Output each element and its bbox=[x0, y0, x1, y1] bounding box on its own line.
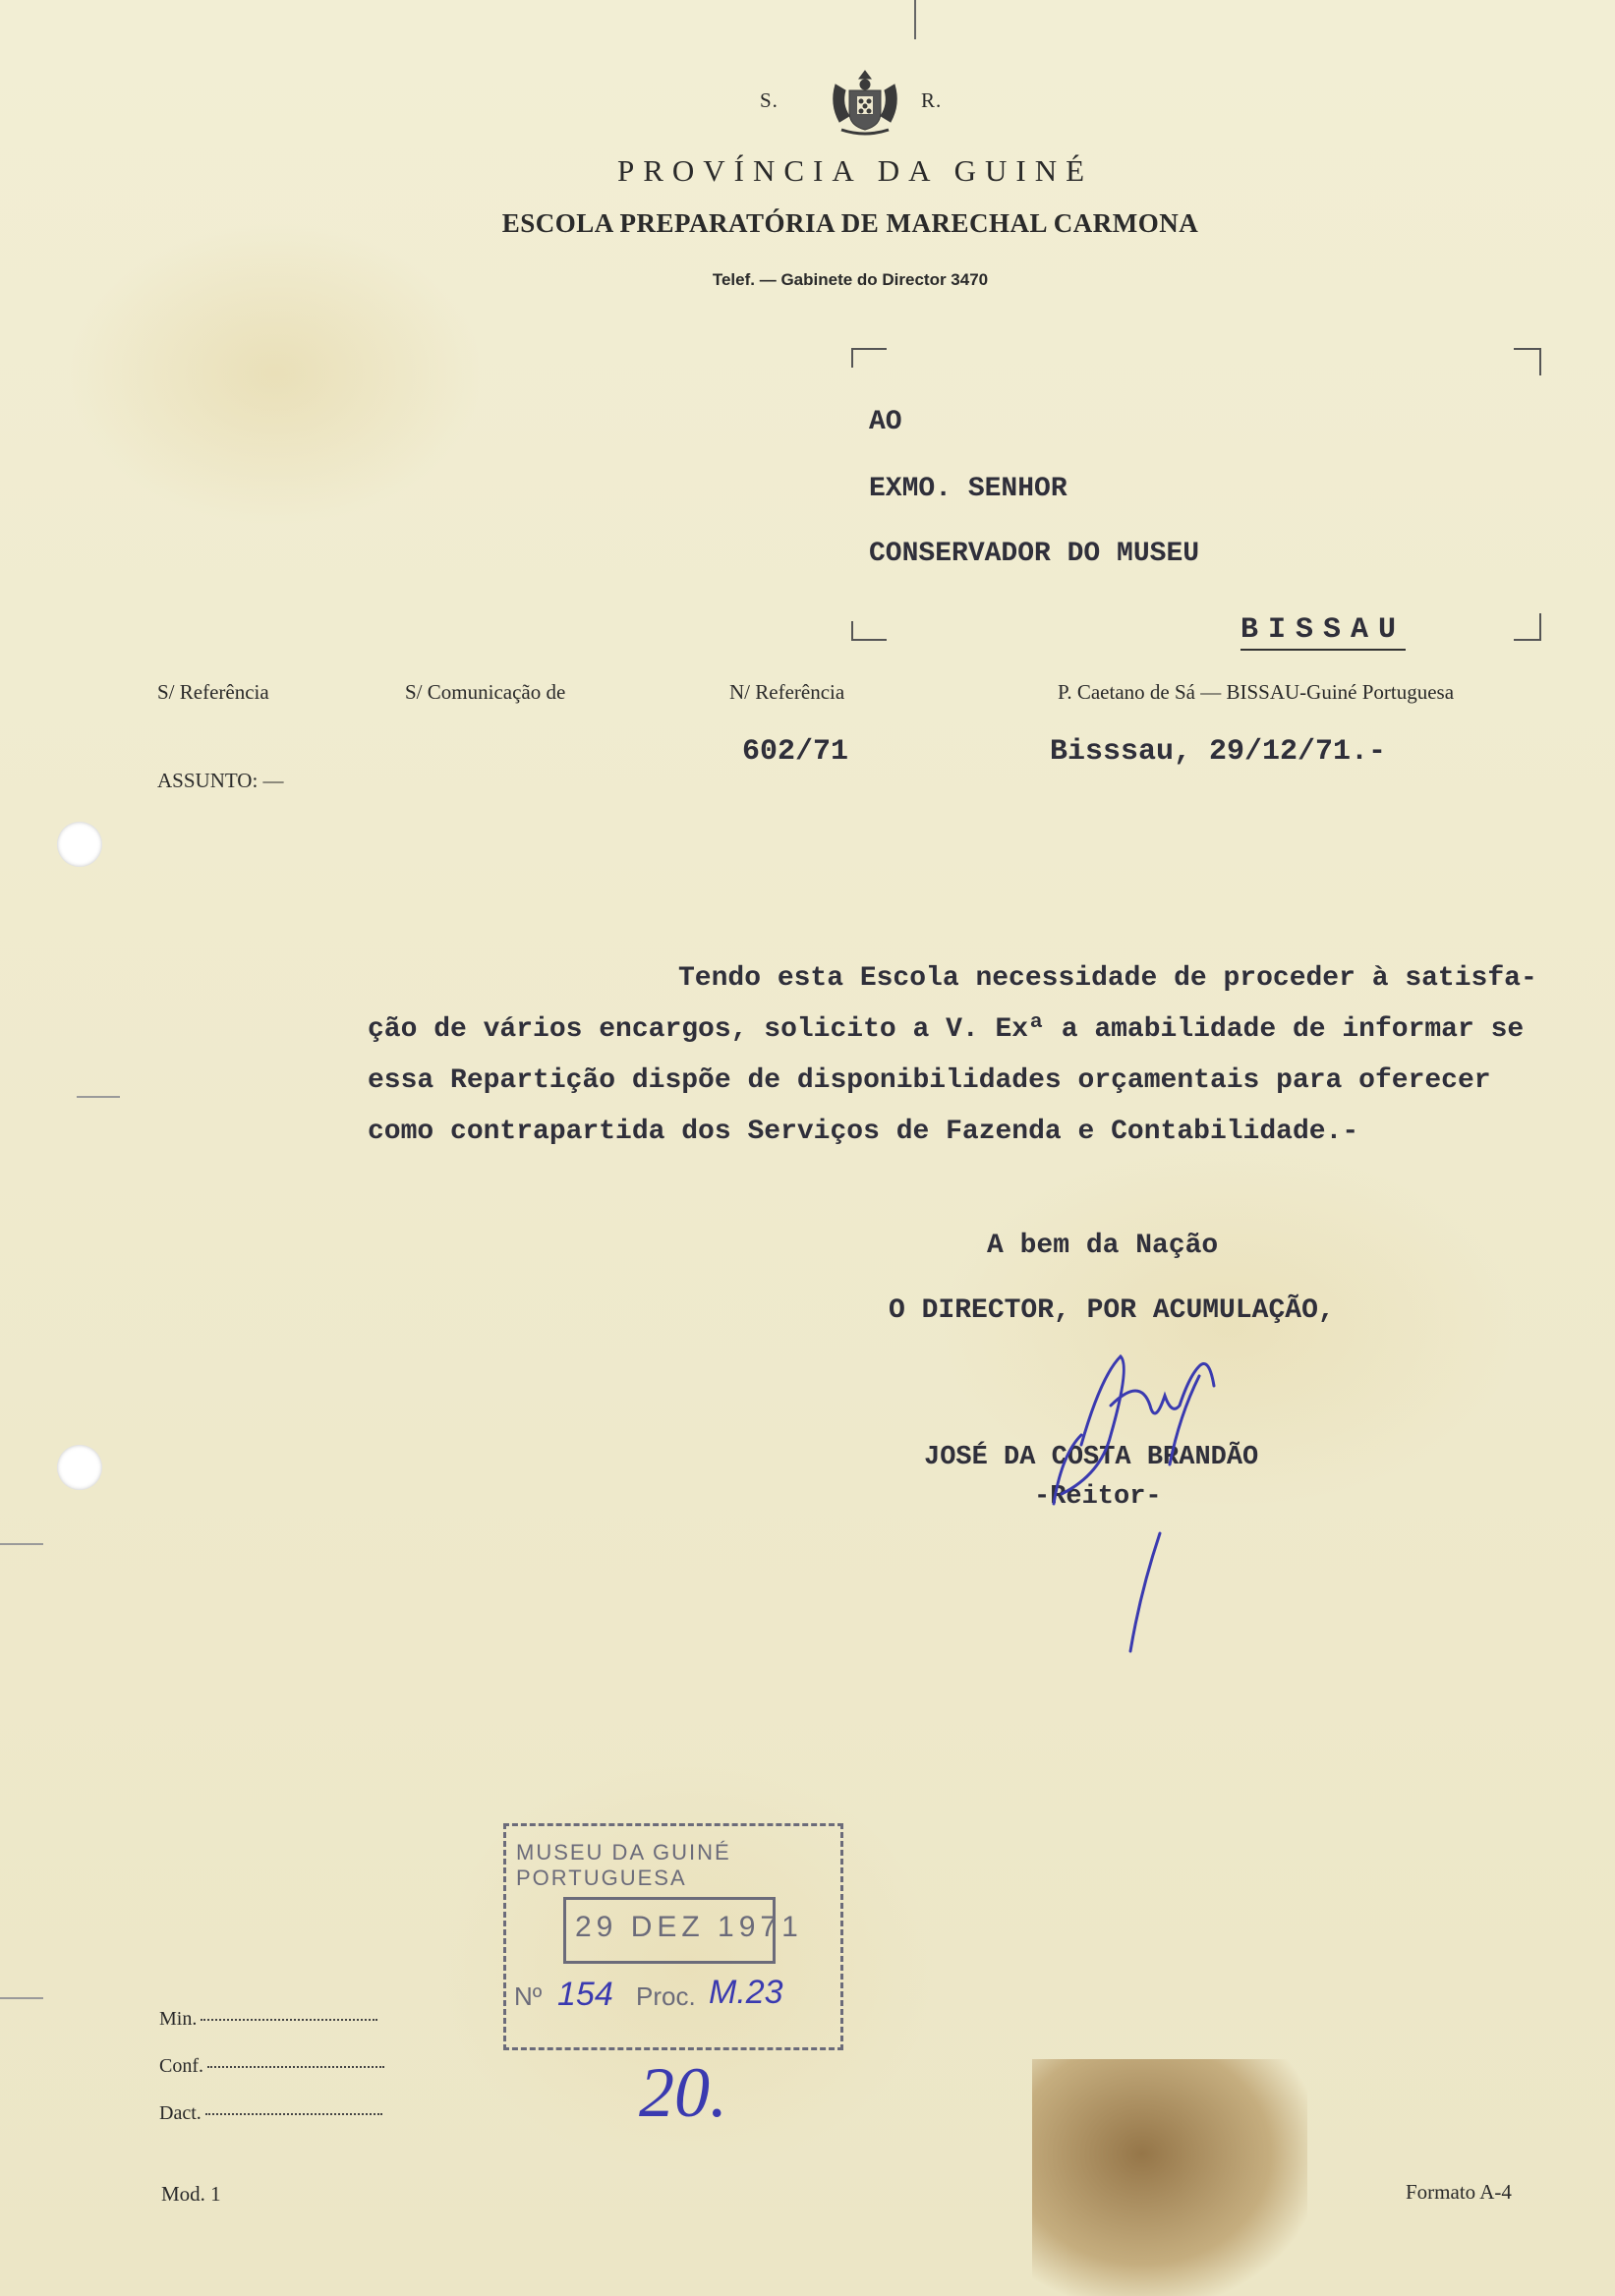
recipient-position: CONSERVADOR DO MUSEU bbox=[869, 539, 1200, 569]
province-title: PROVÍNCIA DA GUINÉ bbox=[616, 153, 1094, 188]
fold-mark bbox=[77, 1096, 120, 1098]
punch-hole-bottom bbox=[57, 1445, 102, 1490]
body-line: ção de vários encargos, solicito a V. Exª a amabilidade de informar se bbox=[368, 1014, 1525, 1045]
phone-line: Telef. — Gabinete do Director 3470 bbox=[712, 270, 989, 289]
museum-received-stamp bbox=[503, 1823, 843, 2050]
footer-dact: Dact. bbox=[159, 2102, 382, 2125]
fold-mark bbox=[0, 1997, 43, 1999]
address-corner-tl bbox=[851, 348, 887, 368]
subject-label: ASSUNTO: — bbox=[157, 769, 284, 792]
stamp-proc-label: Proc. bbox=[636, 1981, 696, 2011]
address-corner-tr bbox=[1514, 348, 1541, 375]
stamp-number-label: Nº bbox=[514, 1981, 543, 2011]
form-model: Mod. 1 bbox=[161, 2182, 221, 2206]
letterhead-r: R. bbox=[921, 88, 943, 112]
coat-of-arms-icon bbox=[828, 65, 902, 138]
recipient-city: BISSAU bbox=[1240, 613, 1406, 651]
signatory-title: -Reitor- bbox=[1034, 1482, 1162, 1512]
signatory-name: JOSÉ DA COSTA BRANDÃO bbox=[924, 1443, 1259, 1472]
handwritten-note: 20. bbox=[639, 2053, 727, 2132]
recipient-to: AO bbox=[869, 407, 902, 437]
letterhead-s: S. bbox=[760, 88, 779, 112]
stamp-proc-value: M.23 bbox=[709, 1974, 783, 2011]
footer-min: Min. bbox=[159, 2008, 377, 2031]
our-reference-label: N/ Referência bbox=[729, 680, 845, 704]
handwritten-signature bbox=[1042, 1337, 1239, 1661]
your-reference-label: S/ Referência bbox=[157, 680, 269, 704]
address-corner-bl bbox=[851, 621, 887, 641]
your-communication-label: S/ Comunicação de bbox=[405, 680, 566, 704]
salutation: A bem da Nação bbox=[987, 1231, 1219, 1261]
signatory-role: O DIRECTOR, POR ACUMULAÇÃO, bbox=[889, 1295, 1335, 1326]
punch-hole-top bbox=[57, 822, 102, 867]
letter-date: Bisssau, 29/12/71.- bbox=[1050, 735, 1387, 769]
school-name: ESCOLA PREPARATÓRIA DE MARECHAL CARMONA bbox=[501, 208, 1199, 238]
stamp-number: 154 bbox=[557, 1976, 613, 2013]
our-reference-value: 602/71 bbox=[742, 735, 849, 769]
body-line: Tendo esta Escola necessidade de proceder à satisfa- bbox=[678, 963, 1537, 994]
stamp-institution: MUSEU DA GUINÉ PORTUGUESA bbox=[516, 1840, 731, 1890]
body-line: essa Repartição dispõe de disponibilidades orçamentais para oferecer bbox=[368, 1065, 1491, 1096]
fold-mark bbox=[0, 1543, 43, 1545]
fold-mark bbox=[914, 0, 916, 39]
paper-format: Formato A-4 bbox=[1406, 2180, 1512, 2204]
recipient-title: EXMO. SENHOR bbox=[869, 474, 1067, 504]
sender-address: P. Caetano de Sá — BISSAU-Guiné Portuguesa bbox=[1058, 680, 1455, 704]
address-corner-br bbox=[1514, 613, 1541, 641]
body-line: como contrapartida dos Serviços de Fazenda e Contabilidade.- bbox=[368, 1117, 1359, 1147]
stamp-date: 29 DEZ 1971 bbox=[575, 1911, 803, 1943]
footer-conf: Conf. bbox=[159, 2055, 384, 2078]
paper-stain bbox=[1032, 2059, 1307, 2296]
